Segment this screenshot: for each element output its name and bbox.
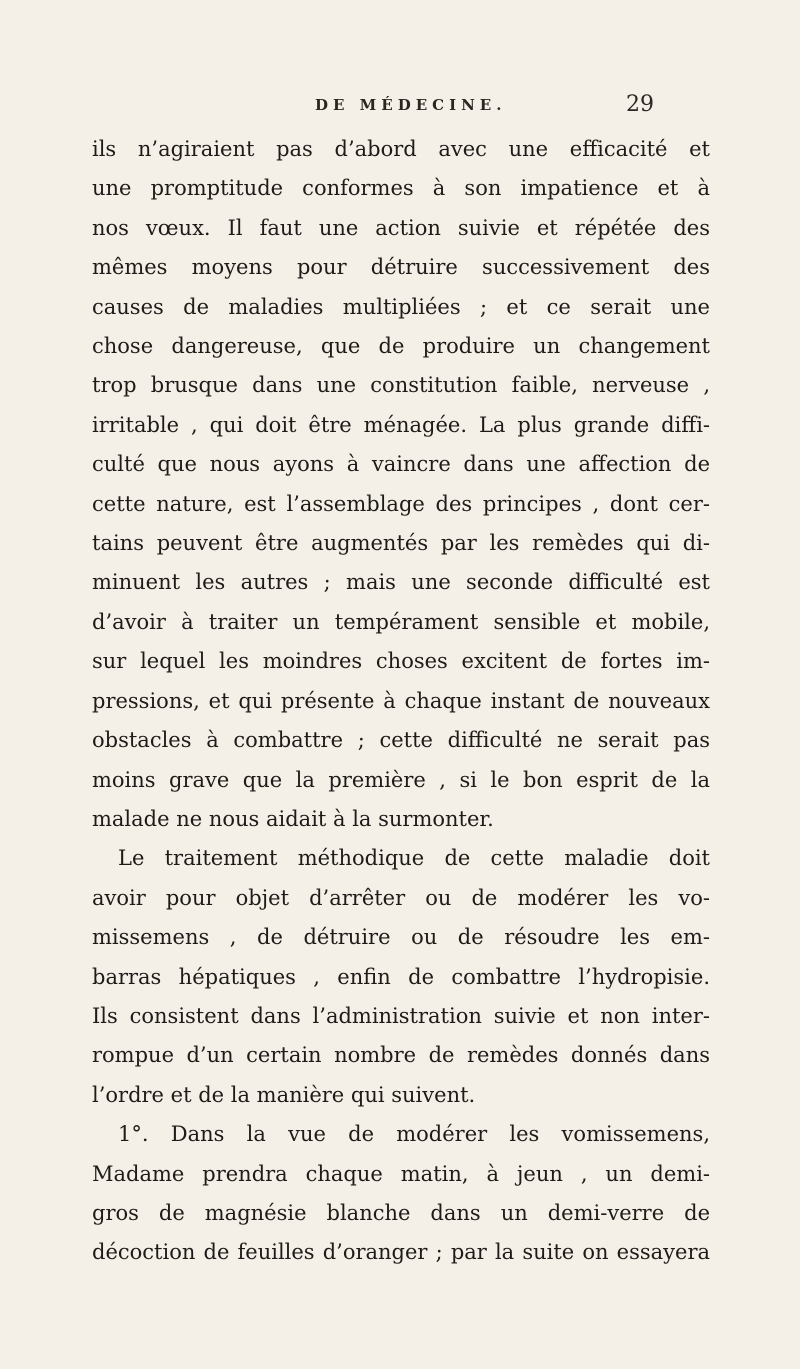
- text-line: missemens , de détruire ou de résoudre les em-: [92, 925, 710, 950]
- running-head: DE MÉDECINE.: [315, 96, 507, 114]
- text-line: sur lequel les moindres choses excitent de fortes im-: [92, 649, 710, 674]
- page-number: 29: [626, 92, 654, 117]
- text-line: d’avoir à traiter un tempérament sensible et mobile,: [92, 609, 710, 634]
- page-header: [0, 92, 800, 126]
- text-line: mêmes moyens pour détruire successivement des: [92, 255, 710, 280]
- text-line: obstacles à combattre ; cette difficulté ne serait pas: [92, 728, 710, 753]
- text-line: Le traitement méthodique de cette maladie doit: [118, 846, 710, 871]
- text-line: barras hépatiques , enfin de combattre l’hydropisie.: [92, 964, 710, 989]
- text-line: chose dangereuse, que de produire un changement: [92, 334, 710, 359]
- text-line: ils n’agiraient pas d’abord avec une efficacité et: [92, 137, 710, 161]
- text-line: malade ne nous aidait à la surmonter.: [92, 806, 494, 831]
- text-line: 1°. Dans la vue de modérer les vomissemens,: [118, 1122, 710, 1147]
- text-line: rompue d’un certain nombre de remèdes donnés dans: [92, 1043, 710, 1068]
- text-line: avoir pour objet d’arrêter ou de modérer les vo-: [92, 885, 710, 910]
- text-line: cette nature, est l’assemblage des principes , dont cer-: [92, 491, 710, 516]
- text-line: trop brusque dans une constitution faible, nerveuse ,: [92, 373, 710, 398]
- text-line: l’ordre et de la manière qui suivent.: [92, 1082, 476, 1107]
- text-line: moins grave que la première , si le bon esprit de la: [92, 767, 710, 792]
- text-line: minuent les autres ; mais une seconde difficulté est: [92, 570, 710, 595]
- text-line: pressions, et qui présente à chaque instant de nouveaux: [92, 688, 710, 713]
- text-line: culté que nous ayons à vaincre dans une affection de: [92, 452, 710, 477]
- text-line: tains peuvent être augmentés par les remèdes qui di-: [92, 531, 710, 556]
- text-line: gros de magnésie blanche dans un demi-verre de: [92, 1200, 710, 1225]
- body-text: [92, 130, 710, 1273]
- text-line: irritable , qui doit être ménagée. La plus grande diffi-: [92, 412, 710, 437]
- text-line: Madame prendra chaque matin, à jeun , un demi-: [92, 1161, 710, 1186]
- text-line: décoction de feuilles d’oranger ; par la suite on essayera: [92, 1240, 710, 1265]
- text-line: causes de maladies multipliées ; et ce serait une: [92, 294, 710, 319]
- text-line: nos vœux. Il faut une action suivie et répétée des: [92, 215, 710, 240]
- text-line: une promptitude conformes à son impatience et à: [92, 176, 710, 201]
- text-line: Ils consistent dans l’administration suivie et non inter-: [92, 1003, 710, 1028]
